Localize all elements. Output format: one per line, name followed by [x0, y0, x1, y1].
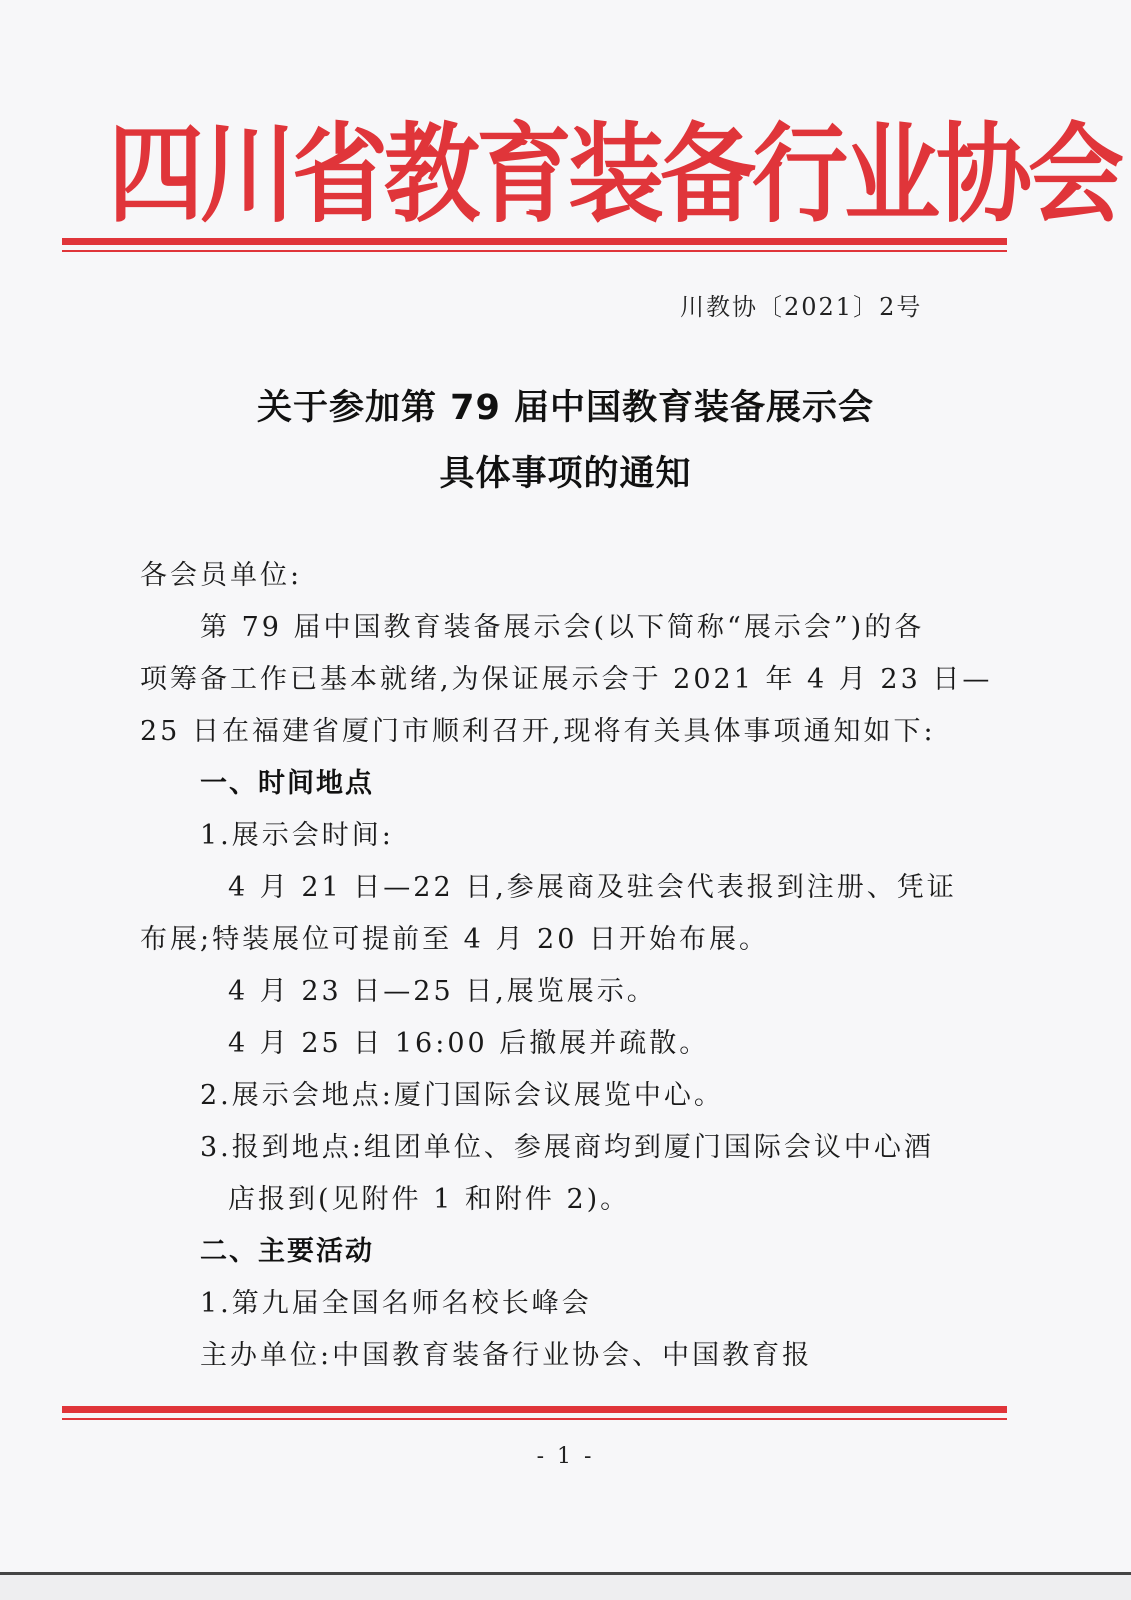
intro-line: 第 79 届中国教育装备展示会(以下简称“展示会”)的各 — [200, 612, 925, 643]
organizer-line: 主办单位:中国教育装备行业协会、中国教育报 — [200, 1340, 813, 1371]
salutation: 各会员单位: — [140, 560, 303, 591]
intro-line: 25 日在福建省厦门市顺利召开,现将有关具体事项通知如下: — [140, 716, 936, 747]
scan-bottom-margin — [0, 1575, 1131, 1600]
section-heading-time-place: 一、时间地点 — [200, 768, 374, 799]
notice-title-line-2: 具体事项的通知 — [439, 454, 692, 494]
schedule-line: 4 月 25 日 16:00 后撤展并疏散。 — [228, 1028, 710, 1059]
org-letterhead-title: 四川省教育装备行业协会 — [108, 111, 1120, 238]
list-item-summit: 1.第九届全国名师名校长峰会 — [200, 1288, 592, 1319]
schedule-line: 布展;特装展位可提前至 4 月 20 日开始布展。 — [140, 924, 769, 955]
footer-rule-thick — [62, 1406, 1007, 1413]
list-item-registration-venue-cont: 店报到(见附件 1 和附件 2)。 — [228, 1184, 631, 1215]
section-heading-main-activities: 二、主要活动 — [200, 1236, 374, 1267]
header-rule-thin — [62, 250, 1007, 252]
list-item-registration-venue: 3.报到地点:组团单位、参展商均到厦门国际会议中心酒 — [200, 1132, 934, 1163]
list-item-exhibition-time: 1.展示会时间: — [200, 820, 394, 851]
notice-title-line-1: 关于参加第 79 届中国教育装备展示会 — [256, 388, 875, 428]
footer-rule-thin — [62, 1418, 1007, 1420]
schedule-line: 4 月 21 日—22 日,参展商及驻会代表报到注册、凭证 — [228, 872, 957, 903]
schedule-line: 4 月 23 日—25 日,展览展示。 — [228, 976, 657, 1007]
header-rule-thick — [62, 238, 1007, 245]
list-item-exhibition-venue: 2.展示会地点:厦门国际会议展览中心。 — [200, 1080, 724, 1111]
intro-line: 项筹备工作已基本就绪,为保证展示会于 2021 年 4 月 23 日— — [140, 664, 993, 695]
document-number: 川教协〔2021〕2号 — [680, 293, 923, 321]
page-number: - 1 - — [536, 1444, 595, 1469]
